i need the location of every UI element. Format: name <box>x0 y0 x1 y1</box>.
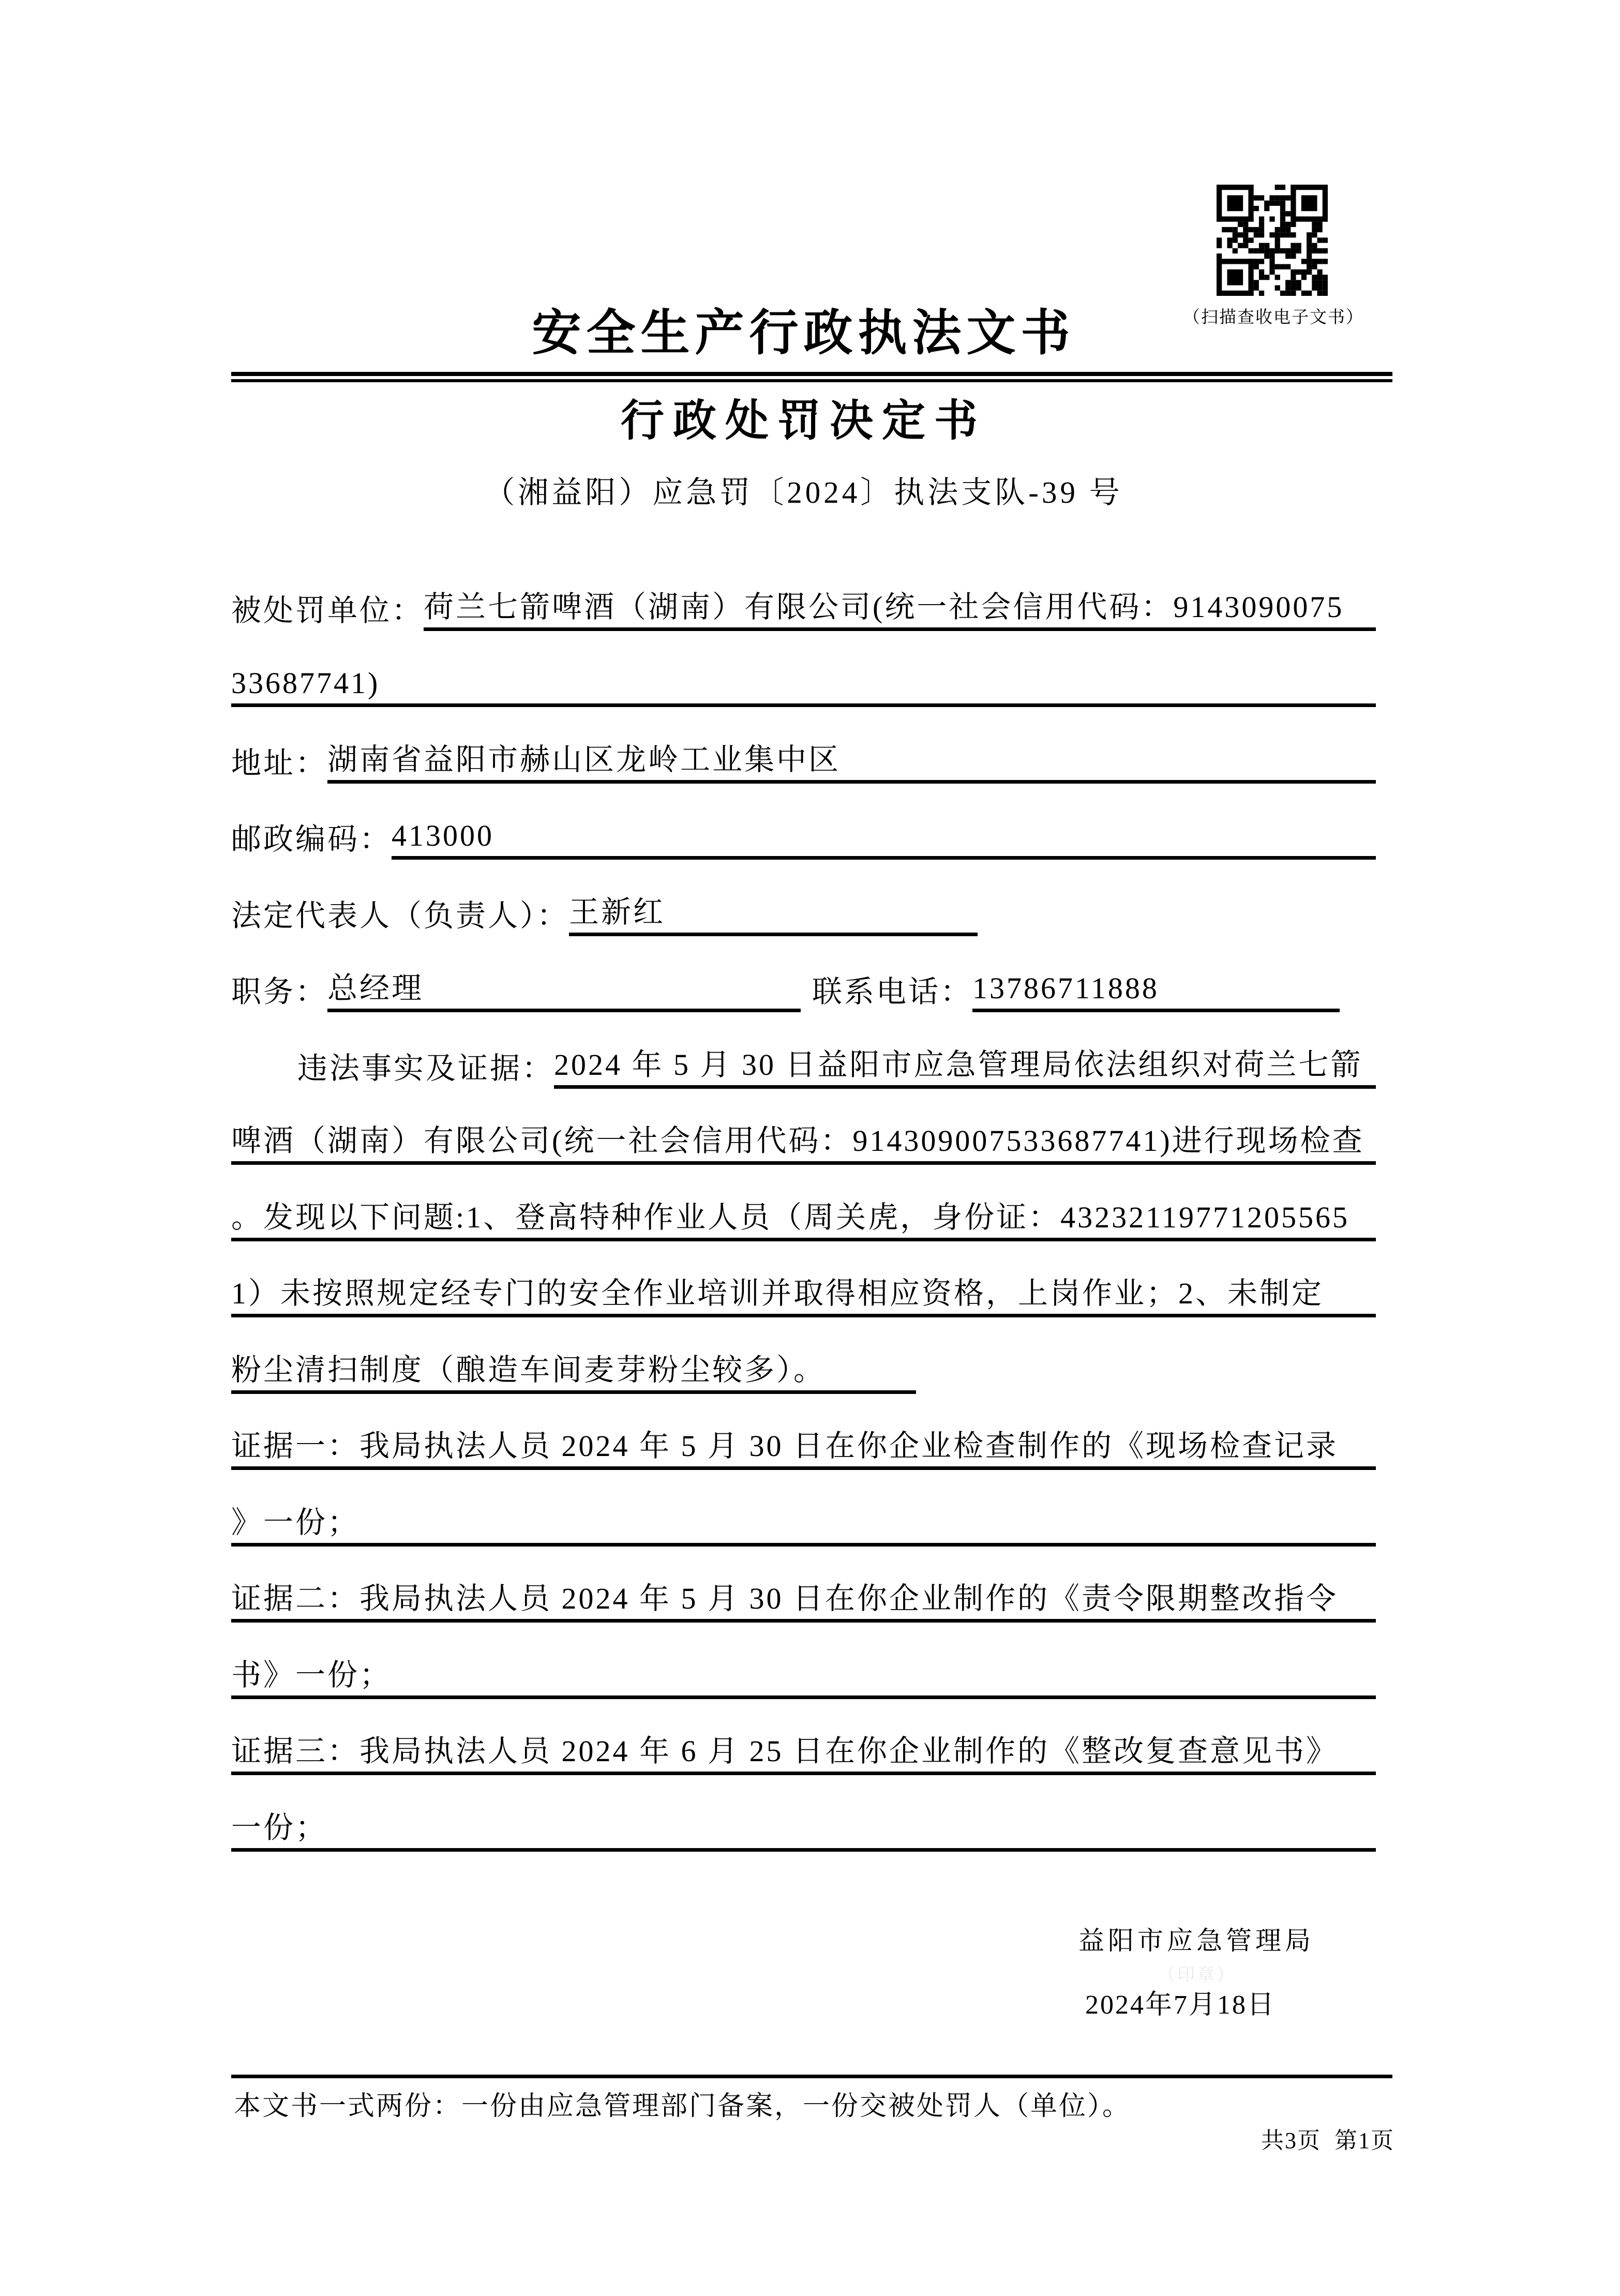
seal-note: （印章） <box>1158 1965 1236 1985</box>
field-value: 湖南省益阳市赫山区龙岭工业集中区 <box>327 740 1376 784</box>
body-line <box>231 1012 1376 1089</box>
field-postcode <box>231 784 1376 860</box>
header-divider <box>231 372 1392 382</box>
body-line <box>231 1699 1376 1776</box>
body-line <box>231 1165 1376 1241</box>
field-position-and-phone <box>231 936 1376 1013</box>
body-line <box>231 1623 1376 1699</box>
field-label: 联系电话： <box>812 975 973 1009</box>
body-text: 一份； <box>231 1808 1376 1852</box>
footer-divider <box>231 2075 1392 2078</box>
body-text: 证据二：我局执法人员 2024 年 5 月 30 日在你企业制作的《责令限期整改指令 <box>231 1579 1376 1623</box>
form-and-body <box>231 554 1376 1852</box>
body-line <box>231 1470 1376 1547</box>
doc-title: 行政处罚决定书 <box>620 397 986 445</box>
body-text: 。发现以下问题:1、登高特种作业人员（周关虎，身份证：43232119771205565 <box>231 1197 1376 1241</box>
field-legal-representative <box>231 860 1376 936</box>
issue-date: 2024年7月18日 <box>1085 1990 1276 2020</box>
qr-caption: （扫描查收电子文书） <box>1183 308 1364 327</box>
body-text: 粉尘清扫制度（酿造车间麦芽粉尘较多）。 <box>231 1350 916 1394</box>
body-text: 1）未按照规定经专门的安全作业培训并取得相应资格，上岗作业；2、未制定 <box>231 1273 1376 1317</box>
body-line <box>231 1089 1376 1165</box>
field-value: 荷兰七箭啤酒（湖南）有限公司(统一社会信用代码：9143090075 <box>424 587 1376 631</box>
body-line <box>231 1547 1376 1623</box>
field-value: 13786711888 <box>972 968 1340 1012</box>
field-value: 413000 <box>392 816 1376 860</box>
body-paragraph-label: 违法事实及证据： <box>297 1051 554 1085</box>
field-label: 被处罚单位： <box>231 593 424 627</box>
body-text: 2024 年 5 月 30 日益阳市应急管理局依法组织对荷兰七箭 <box>554 1045 1376 1089</box>
field-value: 33687741) <box>231 663 1376 707</box>
field-penalized-unit <box>231 554 1376 631</box>
body-line <box>231 1775 1376 1852</box>
field-label: 地址： <box>231 746 328 780</box>
field-label: 法定代表人（负责人）： <box>231 898 569 933</box>
body-line <box>231 1394 1376 1470</box>
body-text: 啤酒（湖南）有限公司(统一社会信用代码：914309007533687741)进行现场检查 <box>231 1121 1376 1165</box>
body-text: 》一份； <box>231 1503 1376 1547</box>
issuing-agency: 益阳市应急管理局 <box>1078 1926 1314 1955</box>
field-value: 王新红 <box>569 892 978 936</box>
body-text: 证据三：我局执法人员 2024 年 6 月 25 日在你企业制作的《整改复查意见书》 <box>231 1731 1376 1775</box>
page-indicator: 共3页 第1页 <box>1261 2128 1394 2153</box>
body-text: 证据一：我局执法人员 2024 年 5 月 30 日在你企业检查制作的《现场检查记录 <box>231 1426 1376 1470</box>
footer-note: 本文书一式两份：一份由应急管理部门备案，一份交被处罚人（单位）。 <box>234 2092 1131 2121</box>
body-line <box>231 1241 1376 1318</box>
doc-number: （湘益阳）应急罚〔2024〕执法支队-39 号 <box>484 475 1123 509</box>
field-penalized-unit-continued <box>231 631 1376 708</box>
body-text: 书》一份； <box>231 1655 1376 1699</box>
field-label: 职务： <box>231 975 328 1009</box>
qr-code <box>1217 185 1328 296</box>
field-label: 邮政编码： <box>231 822 392 856</box>
category-title: 安全生产行政执法文书 <box>532 306 1075 361</box>
field-value: 总经理 <box>327 968 801 1012</box>
field-address <box>231 707 1376 784</box>
body-line <box>231 1317 1376 1394</box>
